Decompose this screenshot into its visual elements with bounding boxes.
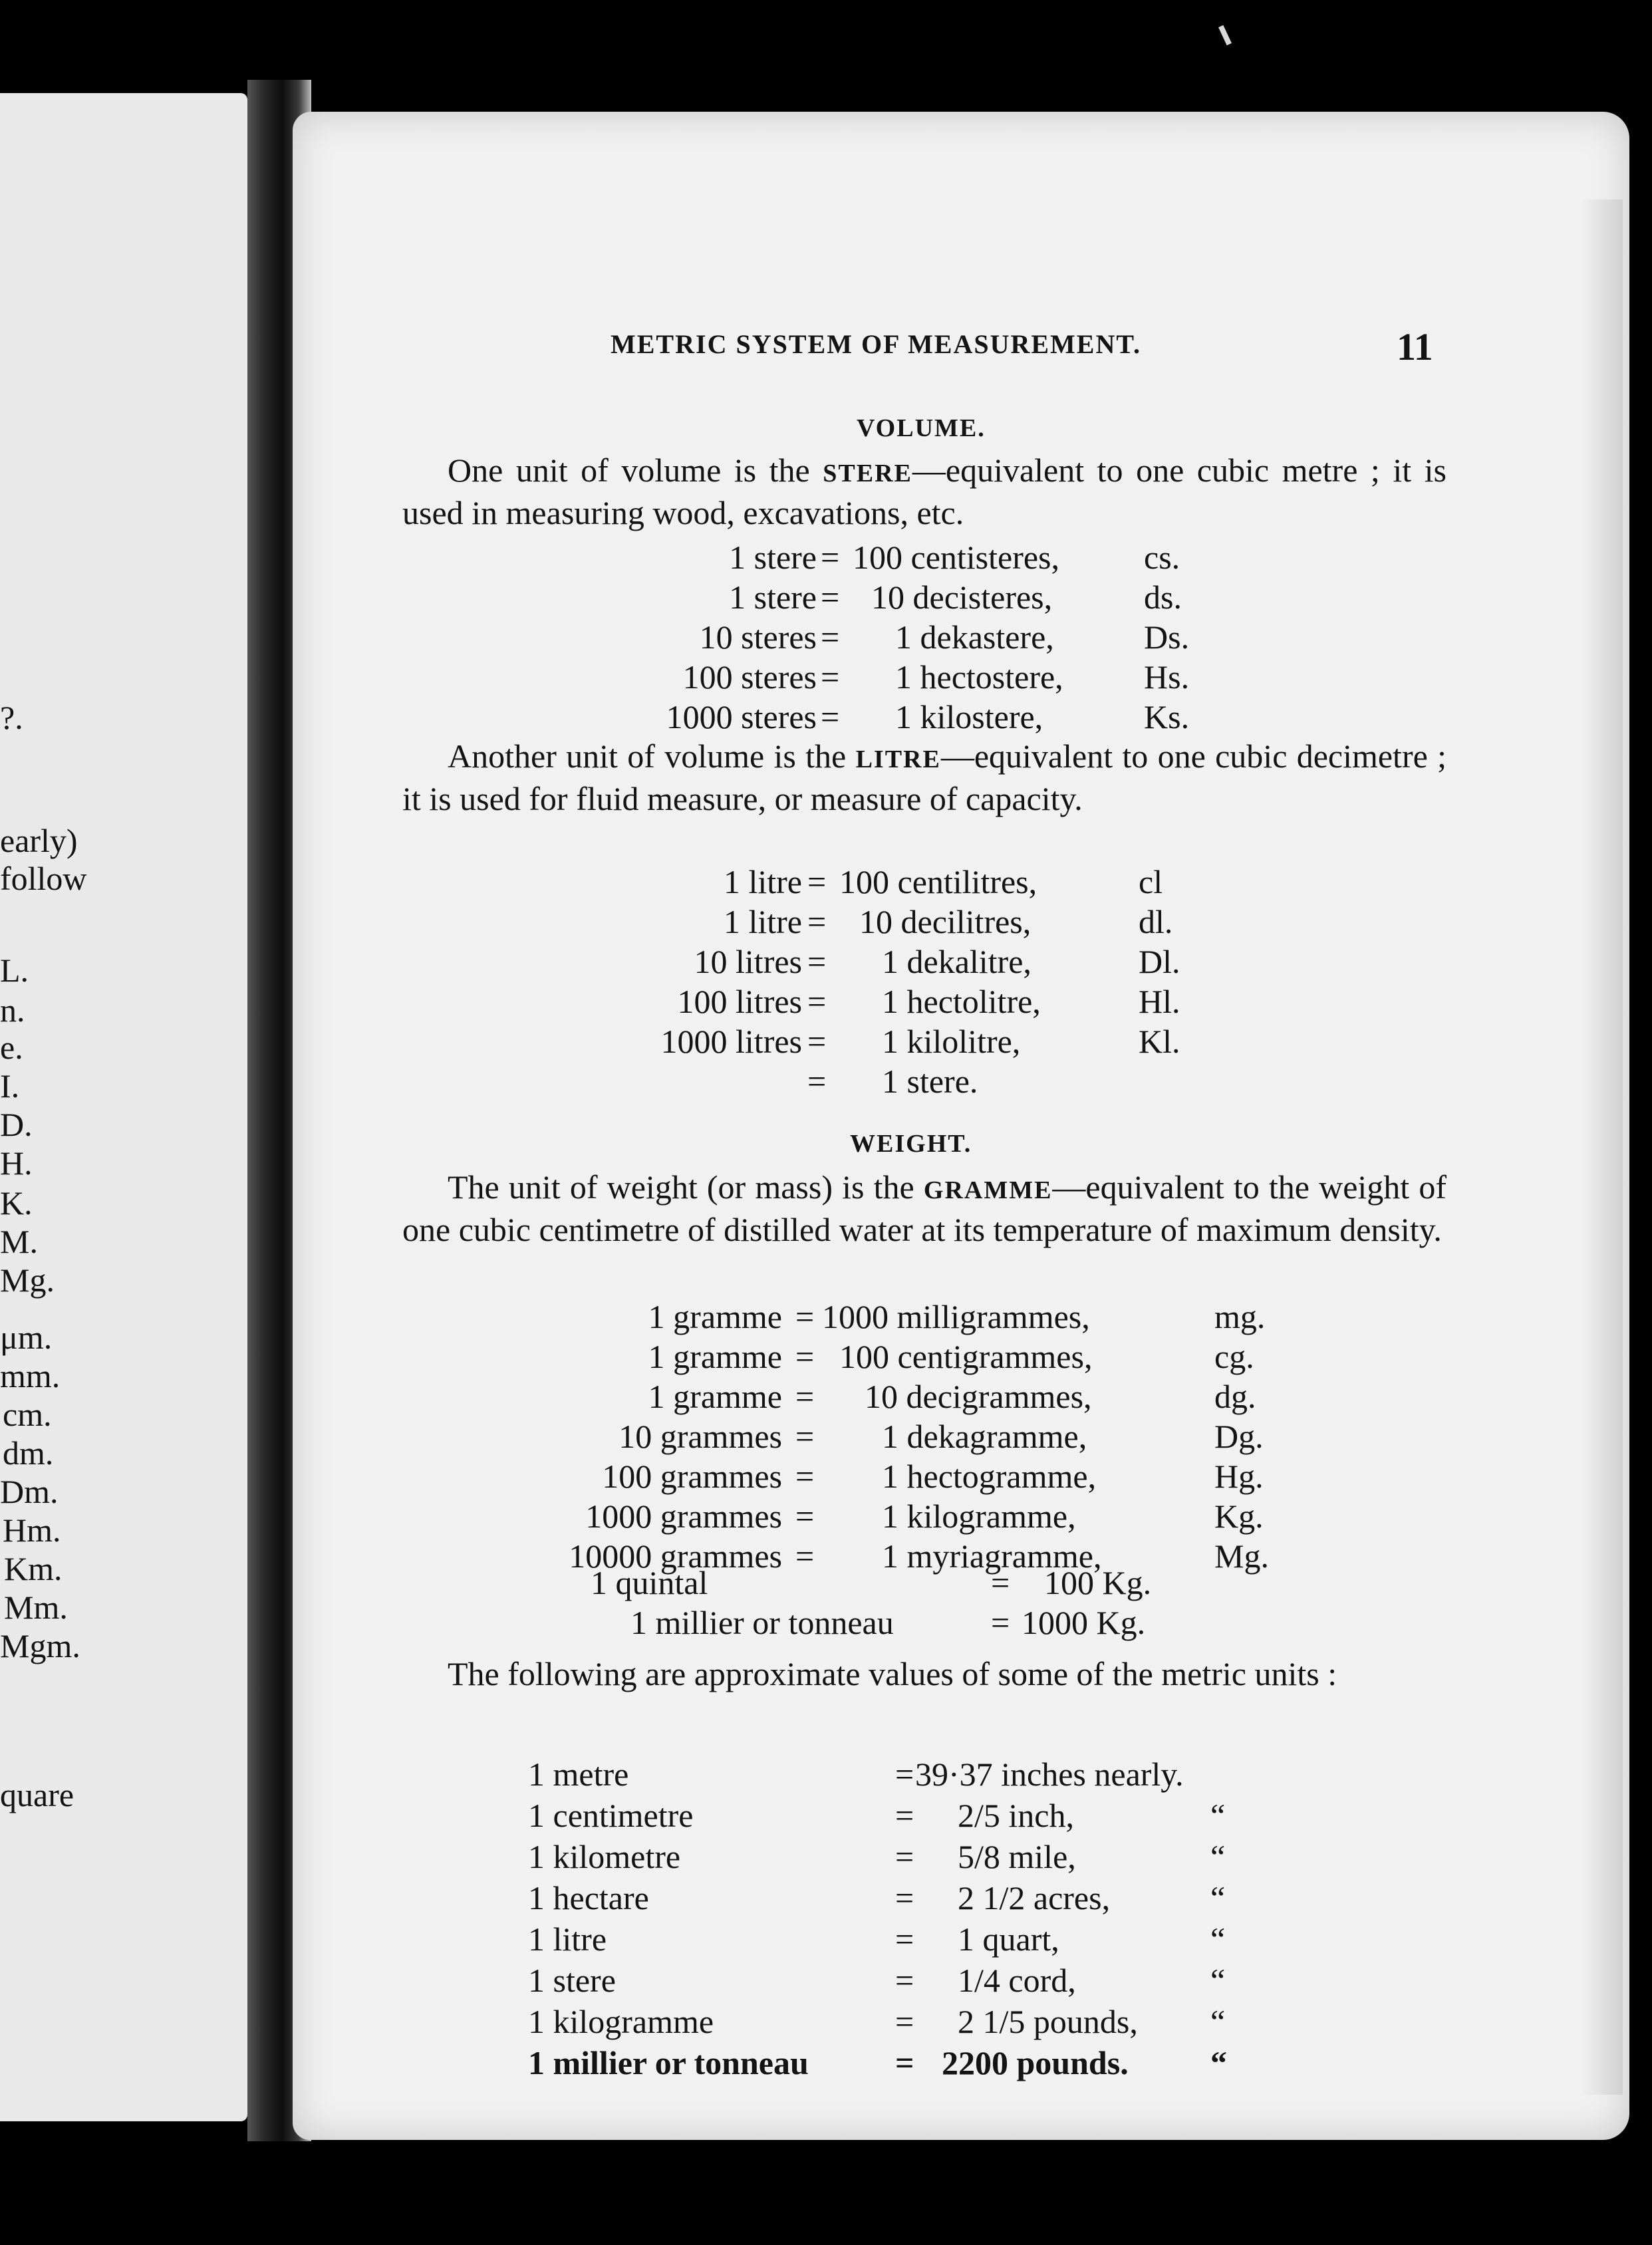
row-equals: = [795,1498,815,1535]
row-value: 100 centisteres, [853,539,1060,576]
row-equals: = [807,903,827,940]
row-left: 1 litre [723,903,802,940]
table-row [0,657,1652,697]
row-left: 100 steres [682,658,817,696]
table-row [0,902,1652,942]
row-left: 10 grammes [619,1418,782,1455]
row-left: 100 grammes [602,1458,782,1495]
approx-equals: = [895,1838,914,1875]
row-value: 1 kilostere, [895,698,1043,735]
millier-value: 1000 Kg. [1022,1604,1146,1641]
row-abbreviation: ds. [1144,579,1182,616]
table-row [0,577,1652,617]
row-abbreviation: dg. [1214,1378,1256,1415]
row-abbreviation: Kl. [1139,1023,1180,1060]
approx-unit: 1 litre [528,1920,607,1958]
row-equals: = [795,1418,815,1455]
left-page-fragment: L. [0,952,29,989]
approx-equals: = [895,1756,914,1793]
row-abbreviation: Ks. [1144,698,1190,735]
row-equals: = [807,943,827,980]
left-page-fragment: Hm. [3,1512,61,1549]
weight-heading: WEIGHT. [850,1130,972,1158]
approx-value: 1/4 cord, [958,1962,1076,1999]
row-equals: = [795,1298,815,1335]
ditto-mark: “ [1210,1838,1226,1875]
row-abbreviation: Hg. [1214,1458,1264,1495]
approx-paragraph: The following are approximate values of some of the metric units : [448,1655,1337,1692]
row-left: 1 gramme [648,1378,782,1415]
row-abbreviation: cg. [1214,1338,1254,1375]
row-equals: = [821,539,840,576]
row-left: 1000 steres [666,698,817,735]
row-value: 1 myriagramme, [882,1537,1102,1575]
row-value: 10 decilitres, [859,903,1032,940]
approx-value: 5/8 mile, [958,1838,1076,1875]
left-page-fragment: dm. [3,1434,54,1472]
table-row [0,1297,1652,1337]
row-left: 10 litres [694,943,802,980]
approx-equals: = [895,1920,914,1958]
row-left: 1 stere [729,539,817,576]
row-value: 10 decigrammes, [865,1378,1092,1415]
row-abbreviation: mg. [1214,1298,1266,1335]
approx-row [0,1795,1652,1835]
approx-value: 2 1/5 pounds, [958,2003,1138,2040]
row-left: 1 gramme [648,1298,782,1335]
approx-row [0,1919,1652,1959]
left-page-fragment: follow [0,860,87,897]
left-page-fragment: cm. [3,1396,52,1433]
approx-row [0,1754,1652,1794]
row-abbreviation: cs. [1144,539,1180,576]
approx-row [0,1878,1652,1918]
row-equals: = [807,1063,827,1100]
approx-row [0,1960,1652,2000]
approx-value: 2200 pounds. [942,2044,1129,2081]
approx-equals: = [895,1962,914,1999]
quintal-left: 1 quintal [591,1564,708,1601]
gramme-term: GRAMME [923,1176,1053,1204]
row-abbreviation: Hs. [1144,658,1190,696]
row-value: 1 stere. [882,1063,978,1100]
row-left: 1000 litres [660,1023,802,1060]
row-equals: = [795,1378,815,1415]
row-left: 1 stere [729,579,817,616]
left-page-fragment: Km. [4,1550,63,1587]
row-abbreviation: Dg. [1214,1418,1264,1455]
row-left: 10 steres [699,618,817,656]
stere-term: STERE [823,460,912,487]
ditto-mark: “ [1210,1962,1226,1999]
table-row [0,617,1652,657]
left-page-fragment: n. [0,991,25,1029]
left-page-fragment: μm. [0,1319,53,1356]
page-number: 11 [1397,325,1433,368]
millier-eq: = [991,1604,1010,1641]
approx-row [0,1837,1652,1877]
row-abbreviation: dl. [1139,903,1173,940]
left-page-fragment: M. [0,1223,38,1260]
row-value: 100 centilitres, [839,863,1037,900]
row-abbreviation: Ds. [1144,618,1190,656]
row-abbreviation: Kg. [1214,1498,1264,1535]
approx-value: 2 1/2 acres, [958,1879,1111,1916]
row-value: 1000 milligrammes, [822,1298,1090,1335]
approx-unit: 1 kilogramme [528,2003,714,2040]
table-row [0,1061,1652,1101]
row-equals: = [795,1458,815,1495]
row-equals: = [821,618,840,656]
table-row [0,982,1652,1021]
row-value: 1 dekastere, [895,618,1054,656]
row-abbreviation: Hl. [1139,983,1180,1020]
row-abbreviation: Mg. [1214,1537,1269,1575]
left-page-fragment: mm. [0,1357,61,1394]
approx-unit: 1 centimetre [528,1797,694,1834]
table-row [0,1337,1652,1377]
approx-unit: 1 kilometre [528,1838,681,1875]
row-abbreviation: Dl. [1139,943,1180,980]
ditto-mark: “ [1210,2003,1226,2040]
millier-row [0,1603,1652,1643]
row-value: 1 hectolitre, [882,983,1041,1020]
left-page-fragment: I. [0,1067,20,1105]
left-page-fragment: quare [0,1776,74,1813]
approx-unit: 1 millier or tonneau [528,2044,809,2081]
row-left: 1 gramme [648,1338,782,1375]
quintal-row [0,1563,1652,1603]
table-row [0,862,1652,902]
row-value: 1 kilogramme, [882,1498,1076,1535]
approx-row [0,2043,1652,2083]
left-page-fragment: K. [0,1184,33,1222]
quintal-value: 100 Kg. [1044,1564,1152,1601]
millier-left: 1 millier or tonneau [630,1604,894,1641]
volume-heading: VOLUME. [857,414,986,442]
row-value: 10 decisteres, [871,579,1053,616]
approx-unit: 1 hectare [528,1879,649,1916]
stere-paragraph: One unit of volume is the STERE—equivalent to one cubic metre ; it is used in measuring wood, excavations, etc. [402,452,1446,531]
row-left: 1000 grammes [585,1498,782,1535]
left-page-fragment: Mgm. [0,1627,80,1664]
running-head: METRIC SYSTEM OF MEASUREMENT. [611,329,1142,359]
table-row [0,1021,1652,1061]
approx-equals: = [895,2003,914,2040]
row-left: 100 litres [677,983,802,1020]
left-page-fragment: H. [0,1144,33,1182]
row-left: 1 litre [723,863,802,900]
left-page-fragment: e. [0,1029,23,1066]
row-equals: = [821,579,840,616]
approx-equals: = [895,1879,914,1916]
left-page-fragment: ?. [0,699,23,736]
row-value: 100 centigrammes, [839,1338,1093,1375]
approx-equals: = [895,1797,914,1834]
ditto-mark: “ [1210,1879,1226,1916]
row-abbreviation: cl [1139,863,1163,900]
table-row [0,1416,1652,1456]
row-equals: = [821,698,840,735]
table-row [0,537,1652,577]
approx-equals: = [895,2044,914,2081]
scan-mark [1218,25,1232,46]
approx-value: 2/5 inch, [958,1797,1074,1834]
left-page-fragment: Mm. [4,1589,68,1626]
left-page-fragment: Mg. [0,1261,55,1299]
row-equals: = [807,983,827,1020]
row-equals: = [795,1537,815,1575]
approx-value: 39·37 inches nearly. [915,1756,1184,1793]
row-equals: = [795,1338,815,1375]
approx-value: 1 quart, [958,1920,1059,1958]
ditto-mark: “ [1210,2044,1227,2081]
row-value: 1 hectostere, [895,658,1063,696]
row-value: 1 dekalitre, [882,943,1032,980]
row-value: 1 kilolitre, [882,1023,1021,1060]
row-equals: = [807,1023,827,1060]
table-row [0,942,1652,982]
approx-unit: 1 stere [528,1962,616,1999]
quintal-eq: = [991,1564,1010,1601]
table-row [0,1377,1652,1416]
table-row [0,697,1652,737]
row-value: 1 hectogramme, [882,1458,1097,1495]
approx-row [0,2002,1652,2042]
ditto-mark: “ [1210,1797,1226,1834]
ditto-mark: “ [1210,1920,1226,1958]
litre-term: LITRE [855,745,941,773]
left-page-fragment: Dm. [0,1473,59,1510]
table-row [0,1456,1652,1496]
approx-unit: 1 metre [528,1756,629,1793]
litre-paragraph: Another unit of volume is the LITRE—equivalent to one cubic decimetre ; it is used for fluid measure, or measure of capacity. [402,737,1446,817]
left-page-fragment: D. [0,1106,33,1143]
table-row [0,1496,1652,1536]
row-value: 1 dekagramme, [882,1418,1087,1455]
left-page-fragment: early) [0,822,78,859]
row-left: 10000 grammes [569,1537,782,1575]
row-equals: = [821,658,840,696]
row-equals: = [807,863,827,900]
gramme-paragraph: The unit of weight (or mass) is the GRAMME—equivalent to the weight of one cubic centimetre of distilled water at its temperature of maximum density. [402,1168,1447,1248]
